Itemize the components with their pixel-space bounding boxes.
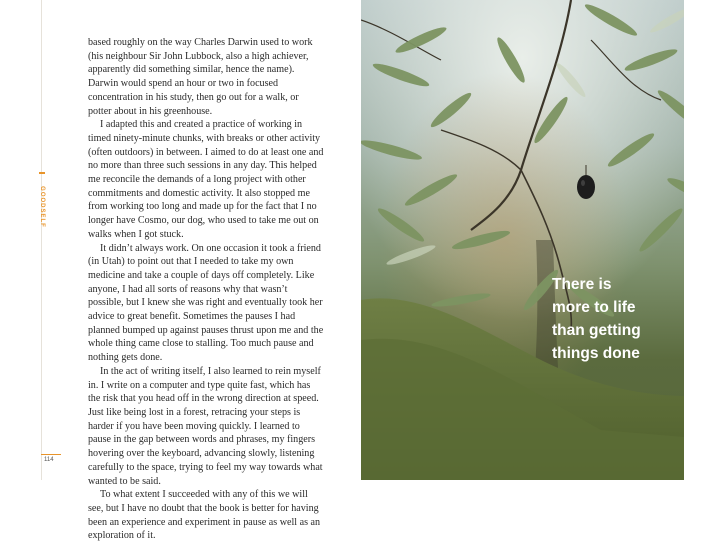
folio-rule — [41, 454, 61, 455]
paragraph: based roughly on the way Charles Darwin used to work (his neighbour Sir John Lubbock, also a high achiever, apparently did something similar, hence the name). Darwin would spend an hour or two in focused concentration in his study, then go out for a walk, or potter about in his greenhouse. — [88, 37, 313, 117]
right-page-margin — [684, 0, 720, 480]
paragraph: It didn’t always work. On one occasion it took a friend (in Utah) to point out that I needed to take my own medicine and take a couple of days off completely. Like anyone, I had all sorts of reasons why that wasn’t possible, but I knew she was right and eventually took her advice to great benefit. Sometimes the pauses I had planned bumped up against pauses thrust upon me and the whole thing came close to stalling. Too much pause and nothing gets done. — [88, 242, 324, 364]
pull-quote — [552, 273, 692, 365]
page-number: 114 — [44, 457, 54, 463]
paragraph: I adapted this and created a practice of working in timed ninety-minute chunks, with breaks or other activity (often outdoors) in between. I aimed to do at least one and no more than three such sessions in any day. This helped me reconcile the demands of a long project with other commitments and domestic activity. It also stopped me from working too long and made up for the fact that I no longer have Cosmo, our dog, who used to take me out on walks when I got stuck. — [88, 119, 324, 240]
pull-quote-line: more to life — [552, 299, 636, 316]
running-head — [38, 172, 46, 242]
paragraph: To what extent I succeeded with any of this we will see, but I have no doubt that the book is better for having been an experience and experiment in pause as well as an exploration of it. — [88, 489, 321, 542]
pull-quote-line: than getting — [552, 322, 641, 339]
body-text — [88, 36, 324, 543]
pull-quote-line: There is — [552, 276, 612, 293]
pull-quote-line: things done — [552, 345, 640, 362]
running-head-tick — [39, 172, 45, 174]
running-head-label: GOODSELF — [39, 186, 45, 228]
paragraph: In the act of writing itself, I also learned to rein myself in. I write on a computer and type quite fast, which has the risk that you head off in the wrong direction at speed. Just like being lost in a forest, retracing your steps is harder if you have been moving quickly. I learned to pause in the gap between words and phrases, my fingers hovering over the keyboard, advancing slowly, listening carefully to the space, trying to feel my way towards what wanted to be said. — [88, 365, 323, 487]
olive-branch-photo — [361, 0, 720, 480]
photo-illustration — [361, 0, 720, 480]
